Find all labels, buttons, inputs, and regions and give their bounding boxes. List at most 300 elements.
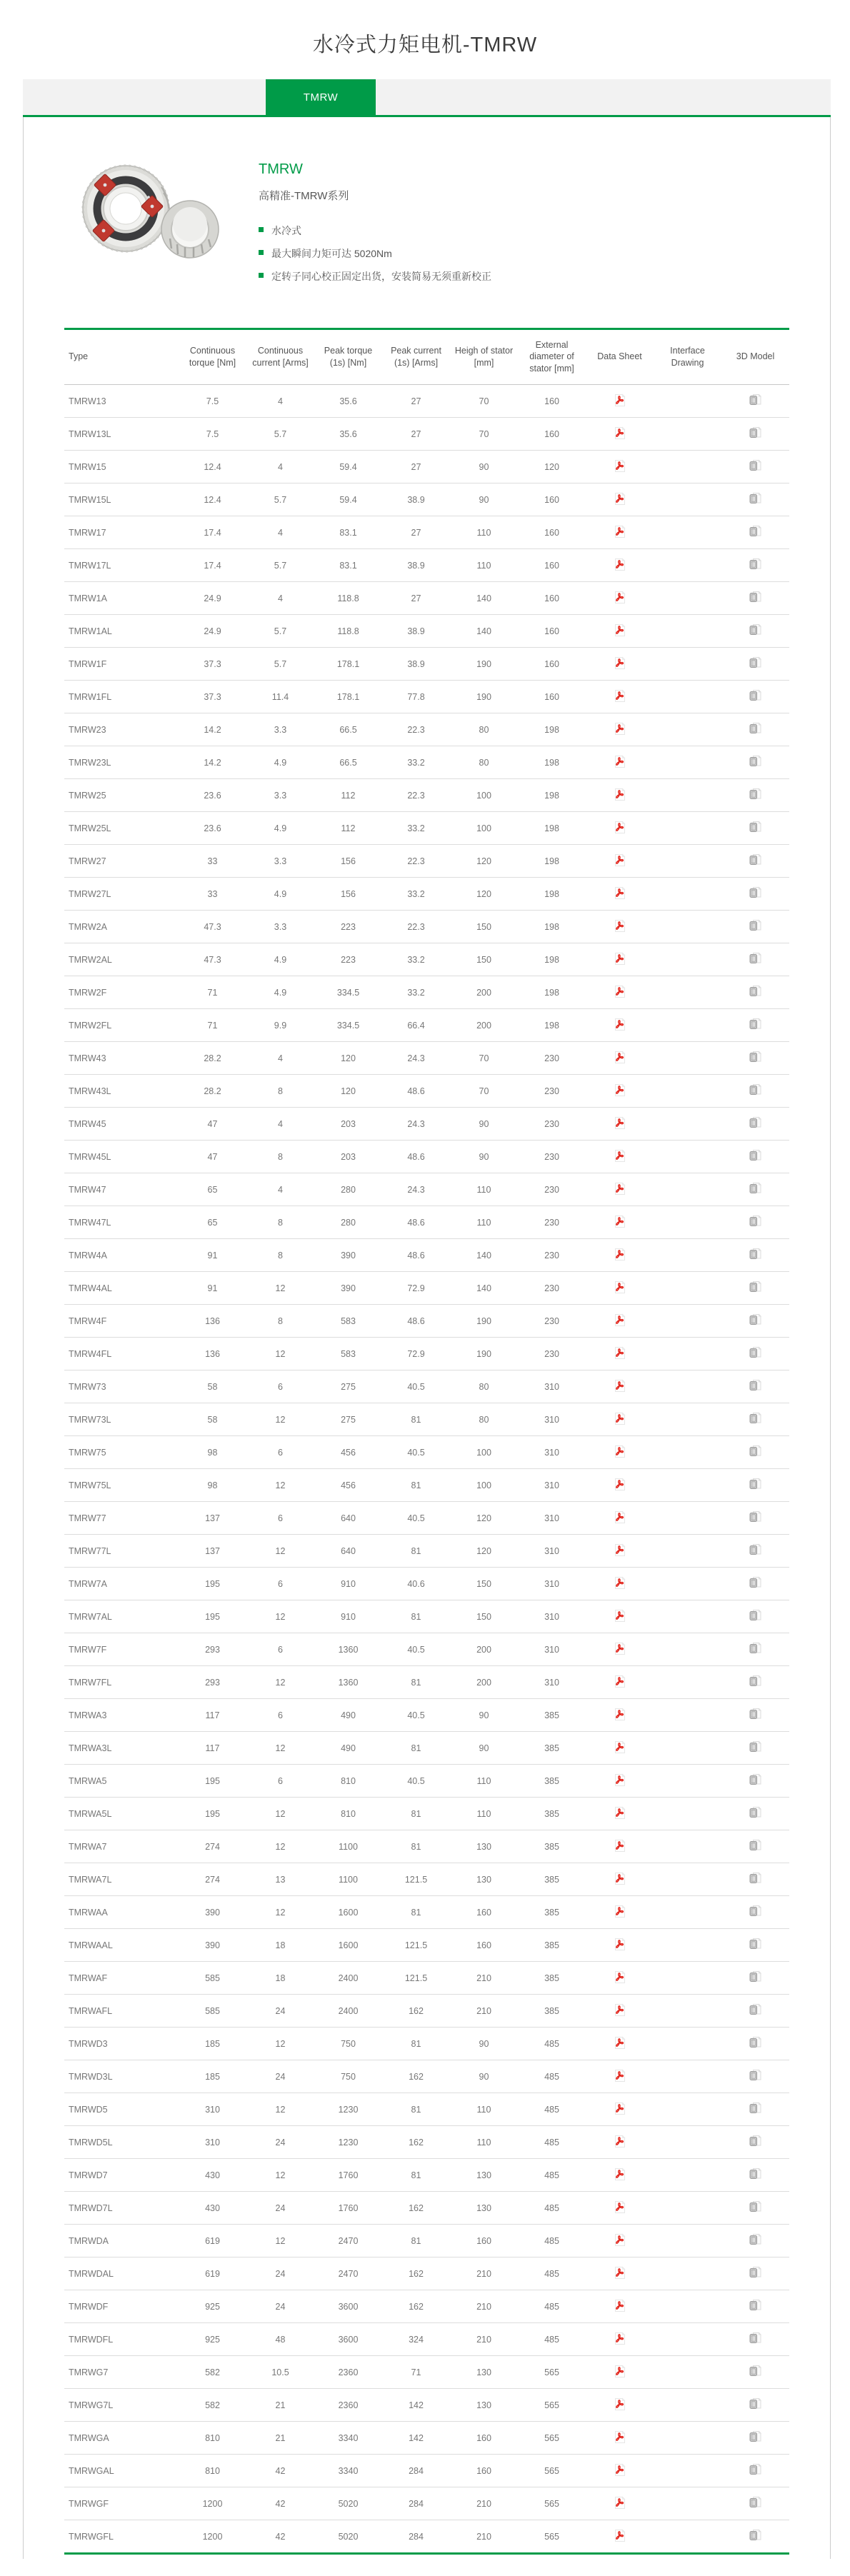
datasheet-pdf-link[interactable] [614, 1642, 626, 1655]
model-3d-link[interactable] [749, 1477, 762, 1491]
datasheet-pdf-link[interactable] [614, 2496, 626, 2510]
value-cell: 4 [246, 516, 314, 549]
value-cell: 583 [314, 1305, 382, 1338]
model-3d-link[interactable] [749, 1411, 762, 1425]
datasheet-pdf-link[interactable] [614, 1248, 626, 1261]
table-row [64, 615, 789, 648]
datasheet-cell [586, 779, 654, 812]
value-cell: 3.3 [246, 779, 314, 812]
interface-drawing-cell [654, 1765, 721, 1798]
datasheet-cell [586, 1436, 654, 1469]
value-cell: 10.5 [246, 2356, 314, 2389]
pdf-icon [614, 394, 626, 407]
value-cell: 110 [450, 1798, 518, 1830]
model-3d-link[interactable] [749, 1608, 762, 1623]
type-cell: TMRWA3 [64, 1699, 179, 1732]
value-cell: 33.2 [382, 812, 450, 845]
value-cell: 1230 [314, 2093, 382, 2126]
model-3d-link[interactable] [749, 1805, 762, 1820]
model-3d-link[interactable] [749, 2430, 762, 2444]
model-3d-link[interactable] [749, 1543, 762, 1557]
model-3d-link[interactable] [749, 1970, 762, 1984]
interface-drawing-cell [654, 385, 721, 418]
model-3d-link[interactable] [749, 1904, 762, 1918]
model-3d-link[interactable] [749, 754, 762, 768]
datasheet-cell [586, 943, 654, 976]
model-3d-cell [721, 1830, 789, 1863]
value-cell: 28.2 [179, 1042, 246, 1075]
feature-list [259, 224, 491, 284]
model-3d-cell [721, 2257, 789, 2290]
model-3d-link[interactable] [749, 1773, 762, 1787]
interface-drawing-cell [654, 549, 721, 582]
pdf-icon [614, 722, 626, 736]
model-3d-link[interactable] [749, 2003, 762, 2017]
model-3d-link[interactable] [749, 393, 762, 407]
datasheet-pdf-link[interactable] [614, 1510, 626, 1524]
datasheet-pdf-link[interactable] [614, 1445, 626, 1458]
file-3d-icon [749, 1904, 762, 1918]
datasheet-pdf-link[interactable] [614, 2332, 626, 2345]
datasheet-pdf-link[interactable] [614, 2529, 626, 2542]
datasheet-pdf-link[interactable] [614, 2200, 626, 2214]
model-3d-link[interactable] [749, 1148, 762, 1163]
type-cell: TMRW4A [64, 1239, 179, 1272]
value-cell: 130 [450, 1863, 518, 1896]
value-cell: 385 [518, 1765, 586, 1798]
model-3d-link[interactable] [749, 2167, 762, 2181]
model-3d-link[interactable] [749, 688, 762, 703]
value-cell: 90 [450, 1141, 518, 1173]
type-cell: TMRW77L [64, 1535, 179, 1568]
model-3d-link[interactable] [749, 2101, 762, 2115]
value-cell: 40.5 [382, 1765, 450, 1798]
model-3d-link[interactable] [749, 2462, 762, 2477]
datasheet-pdf-link[interactable] [614, 1346, 626, 1360]
interface-drawing-cell [654, 1502, 721, 1535]
datasheet-pdf-link[interactable] [614, 459, 626, 473]
datasheet-pdf-link[interactable] [614, 1675, 626, 1688]
model-3d-link[interactable] [749, 1641, 762, 1655]
value-cell: 2470 [314, 2225, 382, 2257]
datasheet-pdf-link[interactable] [614, 1708, 626, 1721]
model-3d-link[interactable] [749, 2134, 762, 2148]
pdf-icon [614, 2266, 626, 2280]
model-3d-link[interactable] [749, 2200, 762, 2214]
model-3d-cell [721, 1436, 789, 1469]
model-3d-link[interactable] [749, 1247, 762, 1261]
type-cell: TMRW4FL [64, 1338, 179, 1370]
type-cell: TMRW45L [64, 1141, 179, 1173]
value-cell: 40.5 [382, 1502, 450, 1535]
model-3d-cell [721, 418, 789, 451]
model-3d-link[interactable] [749, 1871, 762, 1885]
model-3d-link[interactable] [749, 1378, 762, 1393]
model-3d-link[interactable] [749, 2298, 762, 2312]
datasheet-cell [586, 2159, 654, 2192]
pdf-icon [614, 1182, 626, 1196]
model-3d-link[interactable] [749, 524, 762, 538]
model-3d-link[interactable] [749, 1345, 762, 1360]
model-3d-link[interactable] [749, 2331, 762, 2345]
model-3d-link[interactable] [749, 721, 762, 736]
model-3d-link[interactable] [749, 918, 762, 933]
interface-drawing-cell [654, 1436, 721, 1469]
value-cell: 66.5 [314, 746, 382, 779]
model-3d-link[interactable] [749, 1181, 762, 1196]
value-cell: 80 [450, 1403, 518, 1436]
datasheet-pdf-link[interactable] [614, 1576, 626, 1590]
value-cell: 121.5 [382, 1962, 450, 1995]
value-cell: 178.1 [314, 648, 382, 681]
value-cell: 385 [518, 1995, 586, 2028]
model-3d-link[interactable] [749, 557, 762, 571]
value-cell: 71 [179, 976, 246, 1009]
model-3d-cell [721, 1732, 789, 1765]
model-3d-link[interactable] [749, 787, 762, 801]
datasheet-pdf-link[interactable] [614, 1905, 626, 1918]
model-3d-cell [721, 1272, 789, 1305]
file-3d-icon [749, 491, 762, 506]
model-3d-link[interactable] [749, 1707, 762, 1721]
value-cell: 195 [179, 1600, 246, 1633]
datasheet-pdf-link[interactable] [614, 525, 626, 538]
pdf-icon [614, 755, 626, 768]
model-3d-link[interactable] [749, 1674, 762, 1688]
model-3d-link[interactable] [749, 1838, 762, 1853]
datasheet-pdf-link[interactable] [614, 591, 626, 604]
datasheet-pdf-link[interactable] [614, 2167, 626, 2181]
datasheet-pdf-link[interactable] [614, 656, 626, 670]
value-cell: 23.6 [179, 779, 246, 812]
type-cell: TMRW1FL [64, 681, 179, 713]
model-3d-link[interactable] [749, 886, 762, 900]
value-cell: 13 [246, 1863, 314, 1896]
value-cell: 160 [518, 385, 586, 418]
datasheet-pdf-link[interactable] [614, 2266, 626, 2280]
datasheet-pdf-link[interactable] [614, 1970, 626, 1984]
model-3d-link[interactable] [749, 1050, 762, 1064]
value-cell: 190 [450, 1338, 518, 1370]
interface-drawing-cell [654, 1896, 721, 1929]
table-row [64, 516, 789, 549]
interface-drawing-cell [654, 2257, 721, 2290]
value-cell: 3.3 [246, 911, 314, 943]
model-3d-link[interactable] [749, 426, 762, 440]
model-3d-link[interactable] [749, 1280, 762, 1294]
value-cell: 90 [450, 1732, 518, 1765]
model-3d-link[interactable] [749, 1510, 762, 1524]
value-cell: 910 [314, 1568, 382, 1600]
datasheet-pdf-link[interactable] [614, 1379, 626, 1393]
datasheet-pdf-link[interactable] [614, 985, 626, 998]
pdf-icon [614, 1445, 626, 1458]
interface-drawing-cell [654, 1108, 721, 1141]
model-3d-link[interactable] [749, 1017, 762, 1031]
value-cell: 230 [518, 1305, 586, 1338]
model-3d-link[interactable] [749, 951, 762, 966]
model-3d-link[interactable] [749, 1740, 762, 1754]
datasheet-pdf-link[interactable] [614, 1215, 626, 1228]
datasheet-pdf-link[interactable] [614, 722, 626, 736]
datasheet-pdf-link[interactable] [614, 426, 626, 440]
model-3d-link[interactable] [749, 590, 762, 604]
interface-drawing-cell [654, 1995, 721, 2028]
table-row [64, 1272, 789, 1305]
card-body [23, 117, 831, 2559]
datasheet-pdf-link[interactable] [614, 2299, 626, 2312]
value-cell: 200 [450, 1633, 518, 1666]
model-3d-cell [721, 2323, 789, 2356]
value-cell: 619 [179, 2225, 246, 2257]
value-cell: 136 [179, 1305, 246, 1338]
datasheet-cell [586, 746, 654, 779]
value-cell: 324 [382, 2323, 450, 2356]
datasheet-cell [586, 1042, 654, 1075]
model-3d-link[interactable] [749, 2035, 762, 2050]
datasheet-pdf-link[interactable] [614, 2463, 626, 2477]
header-row [64, 329, 789, 385]
value-cell: 565 [518, 2520, 586, 2554]
datasheet-pdf-link[interactable] [614, 1083, 626, 1097]
model-3d-link[interactable] [749, 2495, 762, 2510]
datasheet-pdf-link[interactable] [614, 1149, 626, 1163]
datasheet-pdf-link[interactable] [614, 1543, 626, 1557]
datasheet-pdf-link[interactable] [614, 2365, 626, 2378]
value-cell: 190 [450, 1305, 518, 1338]
value-cell: 750 [314, 2028, 382, 2060]
bullet-square-icon [259, 250, 264, 255]
file-3d-icon [749, 426, 762, 440]
datasheet-pdf-link[interactable] [614, 1313, 626, 1327]
value-cell: 83.1 [314, 549, 382, 582]
pdf-icon [614, 2135, 626, 2148]
model-3d-link[interactable] [749, 2397, 762, 2411]
datasheet-pdf-link[interactable] [614, 853, 626, 867]
datasheet-pdf-link[interactable] [614, 1051, 626, 1064]
datasheet-cell [586, 2487, 654, 2520]
value-cell: 24 [246, 2290, 314, 2323]
value-cell: 334.5 [314, 976, 382, 1009]
value-cell: 8 [246, 1305, 314, 1338]
datasheet-pdf-link[interactable] [614, 919, 626, 933]
model-3d-cell [721, 1042, 789, 1075]
file-3d-icon [749, 656, 762, 670]
value-cell: 27 [382, 451, 450, 483]
table-row [64, 1699, 789, 1732]
value-cell: 40.5 [382, 1633, 450, 1666]
file-3d-icon [749, 1116, 762, 1130]
model-3d-cell [721, 2192, 789, 2225]
model-3d-link[interactable] [749, 1083, 762, 1097]
datasheet-pdf-link[interactable] [614, 2036, 626, 2050]
datasheet-pdf-link[interactable] [614, 394, 626, 407]
value-cell: 117 [179, 1732, 246, 1765]
file-3d-icon [749, 1543, 762, 1557]
value-cell: 490 [314, 1699, 382, 1732]
pdf-icon [614, 2299, 626, 2312]
datasheet-pdf-link[interactable] [614, 1018, 626, 1031]
value-cell: 5.7 [246, 549, 314, 582]
datasheet-cell [586, 1469, 654, 1502]
datasheet-pdf-link[interactable] [614, 1872, 626, 1885]
value-cell: 200 [450, 976, 518, 1009]
tab-tmrw[interactable]: TMRW [266, 79, 376, 115]
file-3d-icon [749, 754, 762, 768]
value-cell: 485 [518, 2323, 586, 2356]
datasheet-pdf-link[interactable] [614, 1116, 626, 1130]
type-cell: TMRWA5L [64, 1798, 179, 1830]
datasheet-pdf-link[interactable] [614, 2102, 626, 2115]
value-cell: 3600 [314, 2323, 382, 2356]
value-cell: 120 [314, 1075, 382, 1108]
pdf-icon [614, 1806, 626, 1820]
value-cell: 284 [382, 2455, 450, 2487]
datasheet-cell [586, 648, 654, 681]
type-cell: TMRWA3L [64, 1732, 179, 1765]
value-cell: 3340 [314, 2422, 382, 2455]
datasheet-pdf-link[interactable] [614, 623, 626, 637]
value-cell: 22.3 [382, 845, 450, 878]
value-cell: 4 [246, 1108, 314, 1141]
datasheet-pdf-link[interactable] [614, 1839, 626, 1853]
value-cell: 280 [314, 1206, 382, 1239]
spec-table-body [64, 385, 789, 2554]
value-cell: 48.6 [382, 1141, 450, 1173]
type-cell: TMRWG7 [64, 2356, 179, 2389]
model-3d-link[interactable] [749, 820, 762, 834]
model-3d-link[interactable] [749, 984, 762, 998]
datasheet-pdf-link[interactable] [614, 1740, 626, 1754]
value-cell: 4.9 [246, 976, 314, 1009]
datasheet-pdf-link[interactable] [614, 788, 626, 801]
pdf-icon [614, 1740, 626, 1754]
value-cell: 203 [314, 1108, 382, 1141]
type-cell: TMRW1F [64, 648, 179, 681]
model-3d-link[interactable] [749, 2265, 762, 2280]
interface-drawing-cell [654, 1962, 721, 1995]
datasheet-pdf-link[interactable] [614, 755, 626, 768]
model-3d-link[interactable] [749, 1937, 762, 1951]
interface-drawing-cell [654, 2028, 721, 2060]
value-cell: 90 [450, 451, 518, 483]
value-cell: 200 [450, 1009, 518, 1042]
value-cell: 565 [518, 2422, 586, 2455]
value-cell: 160 [518, 549, 586, 582]
model-3d-link[interactable] [749, 2528, 762, 2542]
value-cell: 40.5 [382, 1370, 450, 1403]
model-3d-link[interactable] [749, 853, 762, 867]
datasheet-cell [586, 385, 654, 418]
datasheet-cell [586, 516, 654, 549]
datasheet-pdf-link[interactable] [614, 821, 626, 834]
value-cell: 162 [382, 2060, 450, 2093]
file-3d-icon [749, 1773, 762, 1787]
column-header: Type [64, 329, 179, 385]
model-3d-link[interactable] [749, 1575, 762, 1590]
value-cell: 619 [179, 2257, 246, 2290]
value-cell: 1760 [314, 2159, 382, 2192]
value-cell: 100 [450, 1436, 518, 1469]
spec-table-header [64, 329, 789, 385]
value-cell: 582 [179, 2389, 246, 2422]
value-cell: 385 [518, 1896, 586, 1929]
pdf-icon [614, 492, 626, 506]
value-cell: 81 [382, 2093, 450, 2126]
model-3d-cell [721, 1009, 789, 1042]
model-3d-link[interactable] [749, 2232, 762, 2247]
datasheet-pdf-link[interactable] [614, 558, 626, 571]
model-3d-link[interactable] [749, 491, 762, 506]
table-row [64, 1929, 789, 1962]
pdf-icon [614, 2102, 626, 2115]
interface-drawing-cell [654, 2422, 721, 2455]
datasheet-pdf-link[interactable] [614, 2397, 626, 2411]
model-3d-link[interactable] [749, 623, 762, 637]
type-cell: TMRW1AL [64, 615, 179, 648]
value-cell: 98 [179, 1436, 246, 1469]
datasheet-pdf-link[interactable] [614, 2233, 626, 2247]
model-3d-link[interactable] [749, 1214, 762, 1228]
datasheet-pdf-link[interactable] [614, 2135, 626, 2148]
file-3d-icon [749, 1871, 762, 1885]
table-row [64, 418, 789, 451]
table-row [64, 2060, 789, 2093]
product-photo [70, 160, 229, 261]
datasheet-pdf-link[interactable] [614, 2003, 626, 2017]
interface-drawing-cell [654, 2060, 721, 2093]
table-row [64, 2323, 789, 2356]
value-cell: 310 [518, 1568, 586, 1600]
datasheet-pdf-link[interactable] [614, 1281, 626, 1294]
datasheet-pdf-link[interactable] [614, 1806, 626, 1820]
model-3d-link[interactable] [749, 1313, 762, 1327]
file-3d-icon [749, 886, 762, 900]
interface-drawing-cell [654, 2126, 721, 2159]
model-3d-link[interactable] [749, 1116, 762, 1130]
datasheet-pdf-link[interactable] [614, 2069, 626, 2083]
interface-drawing-cell [654, 845, 721, 878]
model-3d-link[interactable] [749, 1444, 762, 1458]
table-row [64, 1995, 789, 2028]
datasheet-pdf-link[interactable] [614, 689, 626, 703]
datasheet-pdf-link[interactable] [614, 2430, 626, 2444]
model-3d-link[interactable] [749, 656, 762, 670]
file-3d-icon [749, 2364, 762, 2378]
datasheet-pdf-link[interactable] [614, 886, 626, 900]
datasheet-pdf-link[interactable] [614, 1773, 626, 1787]
datasheet-pdf-link[interactable] [614, 1182, 626, 1196]
type-cell: TMRW7A [64, 1568, 179, 1600]
value-cell: 195 [179, 1798, 246, 1830]
model-3d-link[interactable] [749, 2068, 762, 2083]
file-3d-icon [749, 2495, 762, 2510]
datasheet-pdf-link[interactable] [614, 1478, 626, 1491]
datasheet-pdf-link[interactable] [614, 952, 626, 966]
value-cell: 160 [518, 516, 586, 549]
table-row [64, 1798, 789, 1830]
page-title: 水冷式力矩电机-TMRW [312, 34, 538, 56]
datasheet-pdf-link[interactable] [614, 1609, 626, 1623]
model-3d-link[interactable] [749, 2364, 762, 2378]
datasheet-pdf-link[interactable] [614, 492, 626, 506]
datasheet-pdf-link[interactable] [614, 1938, 626, 1951]
table-row [64, 1502, 789, 1535]
pdf-icon [614, 2036, 626, 2050]
model-3d-link[interactable] [749, 458, 762, 473]
model-3d-cell [721, 1798, 789, 1830]
datasheet-pdf-link[interactable] [614, 1412, 626, 1425]
